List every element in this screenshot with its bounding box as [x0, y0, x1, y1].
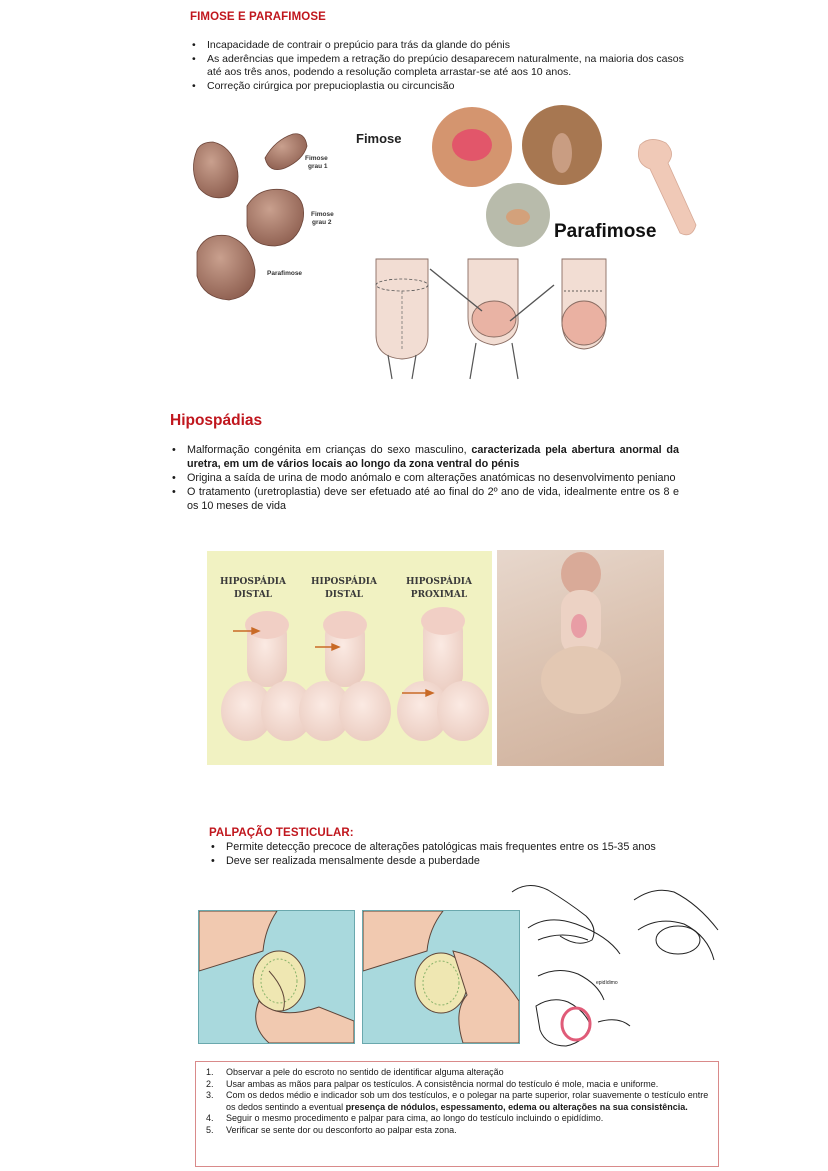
palpacao-anatomy-drawing	[528, 966, 636, 1058]
palpacao-bullet: • Deve ser realizada mensalmente desde a puberdade	[208, 854, 718, 868]
palpacao-bullet: • Permite detecção precoce de alterações patológicas mais frequentes entre os 15-35 anos	[208, 840, 718, 854]
step-item	[204, 1090, 710, 1113]
palpacao-illustration-1	[198, 910, 355, 1044]
hipospadias-bullet: • O tratamento (uretroplastia) deve ser efetuado até ao final do 2º ano de vida, idealmente entre os 8 e os 10 meses de vida	[169, 485, 679, 513]
palpacao-illustration-2	[362, 910, 520, 1044]
label-fimose: Fimose	[356, 131, 402, 146]
step-number: 2.	[206, 1078, 214, 1089]
step-number: 4.	[206, 1113, 214, 1124]
hipo-col3-l2: PROXIMAL	[410, 590, 468, 600]
step-text: Verificar se sente dor ou desconforto ao palpar esta zona.	[226, 1124, 457, 1135]
label-parafimose: Parafimose	[554, 221, 657, 242]
step-text: Seguir o mesmo procedimento e palpar para cima, ao longo do testículo incluindo o epidídimo.	[226, 1113, 604, 1124]
hipospadias-title: Hipospádias	[170, 412, 263, 429]
fimose-bullet: • As aderências que impedem a retração do prepúcio desaparecem naturalmente, na maioria dos casos até aos três anos, podendo a resolução completa arrastar-se até aos 10 anos.	[189, 53, 699, 80]
label-epididimo: epidídimo	[596, 980, 618, 986]
hipo-col2-l1: HIPOSPÁDIA	[311, 577, 377, 587]
hipospadias-bullets	[169, 443, 679, 513]
fimose-photos	[350, 105, 700, 255]
label-fimose-grau2-l1: Fimose	[311, 211, 334, 218]
fimose-title: FIMOSE E PARAFIMOSE	[190, 11, 326, 23]
fimose-bullets	[189, 39, 699, 94]
hipospadias-bullet: • Origina a saída de urina de modo anómalo e com alterações anatómicas no desenvolvimento peniano	[169, 471, 679, 485]
step-item	[204, 1113, 710, 1125]
step-number: 1.	[206, 1067, 214, 1077]
step-item	[204, 1067, 710, 1079]
step-number: 5.	[206, 1124, 214, 1135]
penis-drawing-3	[397, 607, 489, 741]
fimose-grades-illustration	[185, 120, 365, 310]
label-parafimose-small: Parafimose	[267, 270, 303, 277]
step-item	[204, 1125, 710, 1137]
hipo-col1-l2: DISTAL	[233, 590, 273, 600]
hipo-col1-l1: HIPOSPÁDIA	[220, 577, 286, 587]
palpacao-steps-box	[195, 1061, 719, 1167]
circumcision-illustration	[370, 255, 610, 383]
label-fimose-grau1-l1: Fimose	[305, 155, 328, 162]
step-item	[204, 1079, 710, 1091]
palpacao-title: PALPAÇÃO TESTICULAR:	[209, 827, 354, 839]
penis-drawing-2	[299, 611, 391, 741]
step-text: Observar a pele do escroto no sentido de identificar alguma alteração	[226, 1067, 504, 1077]
hipospadias-illustration	[207, 551, 492, 765]
hipo-bullet1-plain: Malformação congénita em crianças do sexo masculino,	[187, 444, 472, 456]
step-text: Com os dedos médio e indicador sob um dos testículos, e o polegar na parte superior, rolar suavemente o testículo entre os dedos sentindo a eventual	[226, 1090, 709, 1112]
palpacao-line-drawing-top	[508, 870, 723, 966]
fimose-bullet: • Incapacidade de contrair o prepúcio para trás da glande do pénis	[189, 39, 699, 53]
label-fimose-grau1-l2: grau 1	[308, 163, 328, 170]
palpacao-bullets	[208, 840, 718, 868]
hipospadias-photo	[497, 550, 664, 766]
hipo-col3-l1: HIPOSPÁDIA	[406, 577, 472, 587]
label-fimose-grau2-l2: grau 2	[312, 219, 332, 226]
fimose-bullet: • Correção cirúrgica por prepucioplastia ou circuncisão	[189, 80, 699, 94]
step-number: 3.	[206, 1090, 214, 1101]
hipo-col2-l2: DISTAL	[324, 590, 364, 600]
palpacao-steps	[204, 1067, 710, 1136]
step-text-bold: presença de nódulos, espessamento, edema ou alterações na sua consistência.	[345, 1101, 688, 1112]
hipospadias-bullet	[169, 443, 679, 471]
step-text: Usar ambas as mãos para palpar os testículos. A consistência normal do testículo é mole, macia e uniforme.	[226, 1078, 659, 1089]
hipo-bullet1-bold: caracterizada pela abertura anormal da uretra, em um de vários locais ao longo da zona ventral do pénis	[187, 444, 679, 471]
